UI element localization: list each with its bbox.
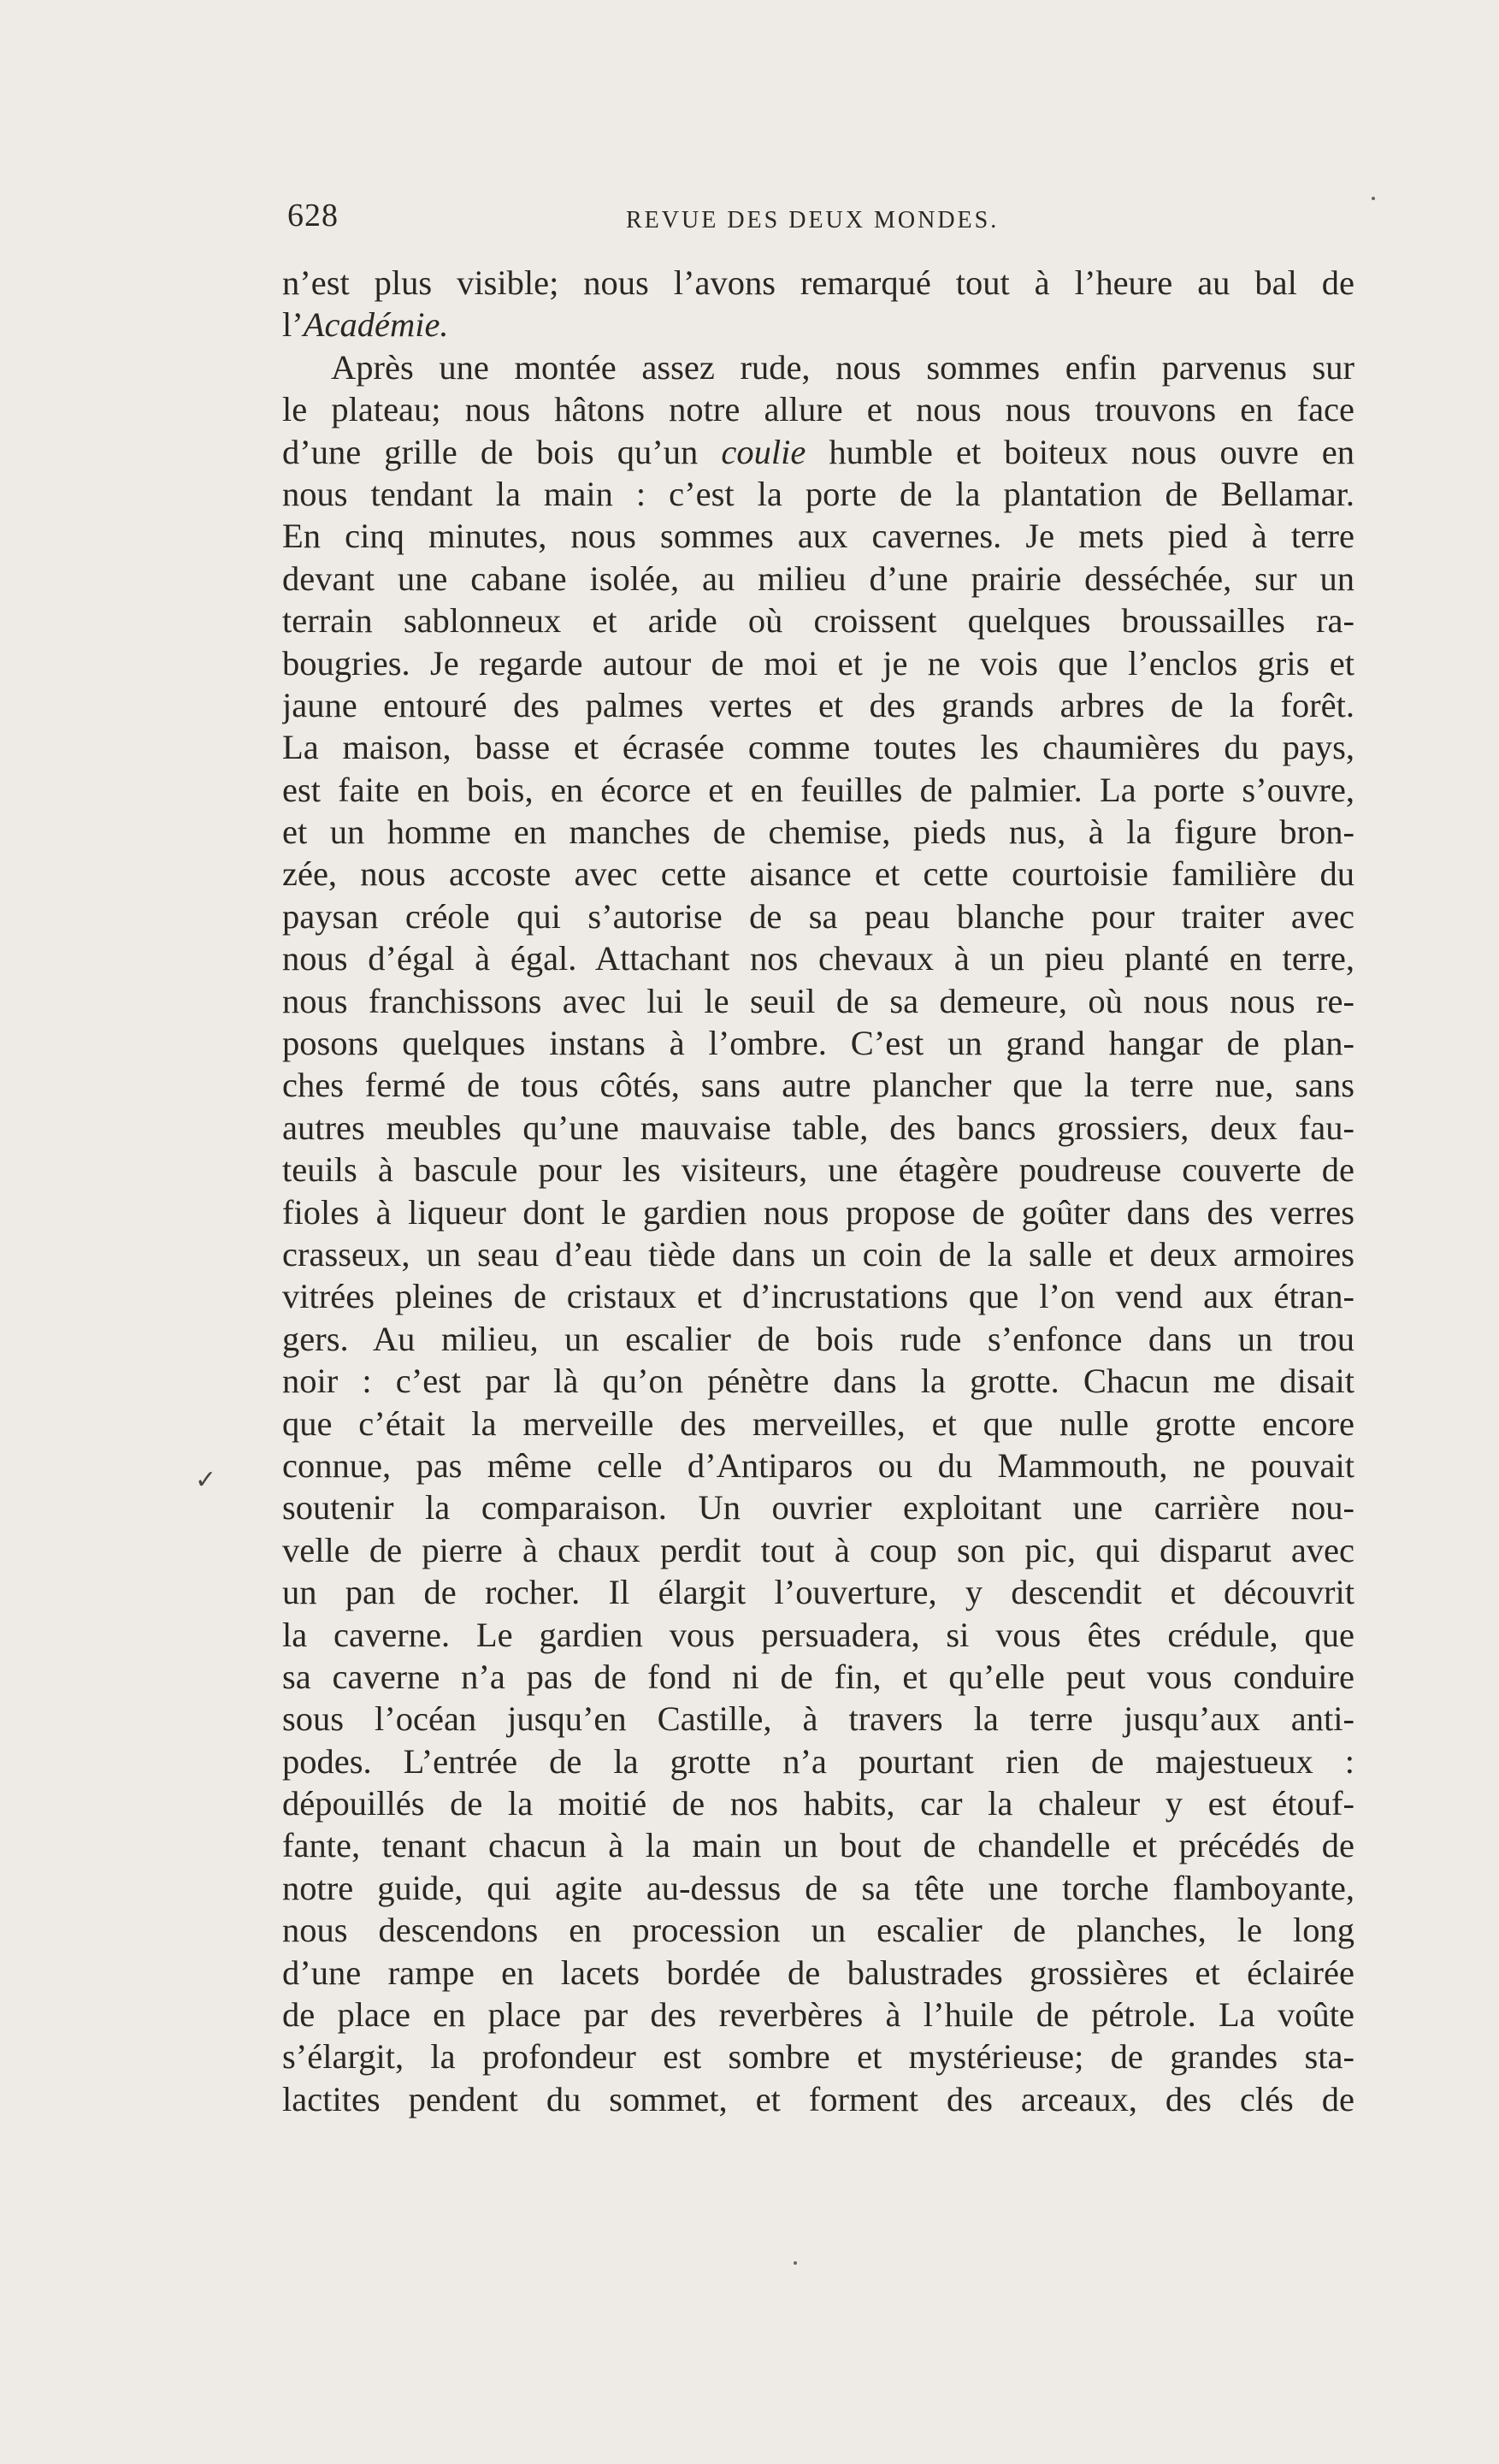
text-line: Après une montée assez rude, nous sommes enfin parvenus sur (331, 347, 1354, 387)
page-number: 628 (287, 198, 339, 233)
text-line: et un homme en manches de chemise, pieds nus, à la figure bron- (282, 812, 1354, 852)
text-line: sa caverne n’a pas de fond ni de fin, et qu’elle peut vous conduire (282, 1657, 1354, 1696)
text-line: podes. L’entrée de la grotte n’a pourtant rien de majestueux : (282, 1741, 1354, 1781)
italic-word-academie: Académie. (303, 305, 449, 345)
italic-word-coulie: coulie (721, 432, 806, 471)
text-line: devant une cabane isolée, au milieu d’une prairie desséchée, sur un (282, 558, 1354, 598)
text-line: La maison, basse et écrasée comme toutes les chaumières du pays, (282, 728, 1354, 767)
text-line: soutenir la comparaison. Un ouvrier exploitant une carrière nou- (282, 1488, 1354, 1527)
text-line: jaune entouré des palmes vertes et des grands arbres de la forêt. (282, 685, 1354, 724)
text-line: nous tendant la main : c’est la porte de la plantation de Bellamar. (282, 474, 1354, 513)
text-line: crasseux, un seau d’eau tiède dans un coin de la salle et deux armoires (282, 1234, 1354, 1273)
text-line: notre guide, qui agite au-dessus de sa tête une torche flamboyante, (282, 1868, 1354, 1907)
text-line: connue, pas même celle d’Antiparos ou du Mammouth, ne pouvait (282, 1445, 1354, 1485)
text-line: nous d’égal à égal. Attachant nos chevaux à un pieu planté en terre, (282, 939, 1354, 978)
running-title: REVUE DES DEUX MONDES. (626, 207, 1000, 233)
text-line: velle de pierre à chaux perdit tout à coup son pic, qui disparut avec (282, 1530, 1354, 1569)
text-line: ches fermé de tous côtés, sans autre plancher que la terre nue, sans (282, 1066, 1354, 1105)
text-line: En cinq minutes, nous sommes aux cavernes. Je mets pied à terre (282, 517, 1354, 556)
text-line: gers. Au milieu, un escalier de bois rude s’enfonce dans un trou (282, 1319, 1354, 1358)
text-line: un pan de rocher. Il élargit l’ouverture, y descendit et découvrit (282, 1573, 1354, 1612)
text-line: la caverne. Le gardien vous persuadera, si vous êtes crédule, que (282, 1615, 1354, 1654)
page-header (287, 195, 1356, 246)
text-line: le plateau; nous hâtons notre allure et nous nous trouvons en face (282, 390, 1354, 429)
body-text (282, 262, 1354, 2120)
text-line: posons quelques instans à l’ombre. C’est un grand hangar de plan- (282, 1024, 1354, 1063)
text-line: fante, tenant chacun à la main un bout de chandelle et précédés de (282, 1826, 1354, 1865)
text-line: lactites pendent du sommet, et forment des arceaux, des clés de (282, 2079, 1354, 2118)
text-line: de place en place par des reverbères à l’huile de pétrole. La voûte (282, 1995, 1354, 2035)
text-line: fioles à liqueur dont le gardien nous propose de goûter dans des verres (282, 1192, 1354, 1232)
text-line: d’une rampe en lacets bordée de balustrades grossières et éclairée (282, 1953, 1354, 1992)
text-line: sous l’océan jusqu’en Castille, à travers la terre jusqu’aux anti- (282, 1699, 1354, 1739)
text-line: d’une grille de bois qu’un coulie humble et boiteux nous ouvre en (282, 432, 1354, 471)
text-line: teuils à bascule pour les visiteurs, une étagère poudreuse couverte de (282, 1150, 1354, 1190)
margin-mark: ✓ (195, 1466, 217, 1494)
text-line: zée, nous accoste avec cette aisance et cette courtoisie familière du (282, 854, 1354, 894)
text-line: dépouillés de la moitié de nos habits, car la chaleur y est étouf- (282, 1784, 1354, 1823)
text-line: paysan créole qui s’autorise de sa peau blanche pour traiter avec (282, 896, 1354, 936)
paper-speck (1372, 197, 1375, 200)
text-line: l’Académie. (282, 305, 449, 345)
text-line: nous franchissons avec lui le seuil de sa demeure, où nous nous re- (282, 981, 1354, 1020)
text-line: noir : c’est par là qu’on pénètre dans la grotte. Chacun me disait (282, 1362, 1354, 1401)
text-line: est faite en bois, en écorce et en feuilles de palmier. La porte s’ouvre, (282, 770, 1354, 809)
text-line: n’est plus visible; nous l’avons remarqué tout à l’heure au bal de (282, 263, 1354, 302)
text-line: bougries. Je regarde autour de moi et je ne vois que l’enclos gris et (282, 643, 1354, 682)
paper-speck (794, 2261, 797, 2265)
text-line: autres meubles qu’une mauvaise table, des bancs grossiers, deux fau- (282, 1108, 1354, 1147)
text-line: terrain sablonneux et aride où croissent quelques broussailles ra- (282, 601, 1354, 641)
text-line: que c’était la merveille des merveilles, et que nulle grotte encore (282, 1403, 1354, 1443)
text-line: nous descendons en procession un escalier de planches, le long (282, 1911, 1354, 1950)
text-line: vitrées pleines de cristaux et d’incrustations que l’on vend aux étran- (282, 1277, 1354, 1316)
text-line: s’élargit, la profondeur est sombre et mystérieuse; de grandes sta- (282, 2037, 1354, 2077)
